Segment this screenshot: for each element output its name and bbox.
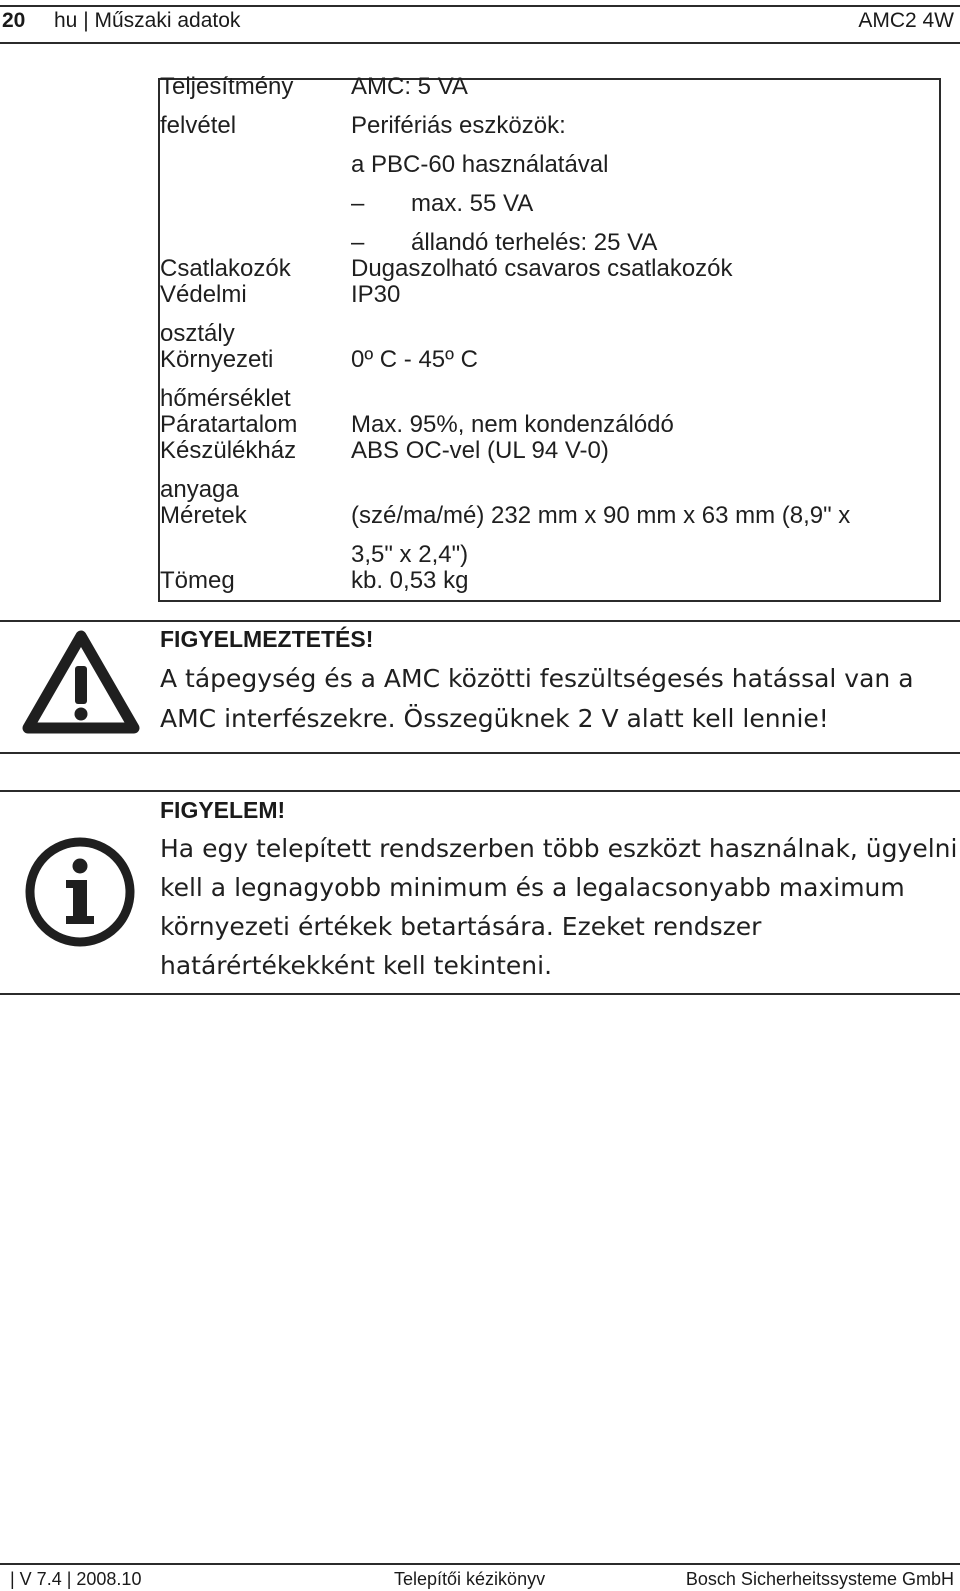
warning-triangle-icon xyxy=(20,628,142,736)
spec-value-connectors: Dugaszolható csavaros csatlakozók xyxy=(351,255,733,282)
spec-value-housing: ABS OC-vel (UL 94 V-0) xyxy=(351,437,609,464)
spec-label-protection-2: osztály xyxy=(160,320,235,347)
page-number: 20 xyxy=(2,9,26,32)
spec-value-power-constant: állandó terhelés: 25 VA xyxy=(411,229,658,256)
spec-value-power-1: AMC: 5 VA xyxy=(351,73,468,100)
spec-value-power-max: max. 55 VA xyxy=(411,190,534,217)
warning-top-rule xyxy=(0,620,960,622)
spec-label-dimensions: Méretek xyxy=(160,502,247,529)
spec-label-temperature-1: Környezeti xyxy=(160,346,274,373)
spec-value-protection: IP30 xyxy=(351,281,401,308)
product-name: AMC2 4W xyxy=(858,9,954,32)
spec-value-dimensions-1: (szé/ma/mé) 232 mm x 90 mm x 63 mm (8,9" x xyxy=(351,502,851,529)
notice-text-line-4: határértékekként kell tekinteni. xyxy=(160,951,553,980)
spec-bullet-dash-1: – xyxy=(351,190,365,217)
footer-manual-title: Telepítői kézikönyv xyxy=(394,1569,546,1589)
spec-label-humidity: Páratartalom xyxy=(160,411,298,438)
spec-label-housing-1: Készülékház xyxy=(160,437,297,464)
footer-version: | V 7.4 | 2008.10 xyxy=(10,1569,142,1589)
spec-label-connectors: Csatlakozók xyxy=(160,255,291,282)
warning-bottom-rule xyxy=(0,752,960,754)
spec-value-power-3: a PBC-60 használatával xyxy=(351,151,609,178)
section-title: hu | Műszaki adatok xyxy=(54,9,241,32)
spec-label-housing-2: anyaga xyxy=(160,476,239,503)
notice-text-line-3: környezeti értékek betartására. Ezeket rendszer xyxy=(160,912,762,941)
spec-value-humidity: Max. 95%, nem kondenzálódó xyxy=(351,411,674,438)
spec-value-temperature: 0º C - 45º C xyxy=(351,346,478,373)
spec-value-dimensions-2: 3,5" x 2,4") xyxy=(351,541,469,568)
warning-text-line-2: AMC interfészekre. Összegüknek 2 V alatt kell lennie! xyxy=(160,704,829,733)
notice-title: FIGYELEM! xyxy=(160,797,286,823)
header-bottom-rule xyxy=(0,42,960,44)
spec-label-weight: Tömeg xyxy=(160,567,235,594)
footer-rule xyxy=(0,1563,960,1565)
spec-value-weight: kb. 0,53 kg xyxy=(351,567,469,594)
spec-label-power-1: Teljesítmény xyxy=(160,73,294,100)
spec-label-protection-1: Védelmi xyxy=(160,281,247,308)
spec-bullet-dash-2: – xyxy=(351,229,365,256)
spec-value-power-2: Perifériás eszközök: xyxy=(351,112,566,139)
spec-label-temperature-2: hőmérséklet xyxy=(160,385,291,412)
notice-top-rule xyxy=(0,790,960,792)
info-circle-icon xyxy=(24,836,136,948)
spec-label-power-2: felvétel xyxy=(160,112,237,139)
footer-company: Bosch Sicherheitssysteme GmbH xyxy=(685,1569,954,1589)
notice-text-line-2: kell a legnagyobb minimum és a legalacsonyabb maximum xyxy=(160,873,905,902)
notice-bottom-rule xyxy=(0,993,960,995)
warning-title: FIGYELMEZTETÉS! xyxy=(160,626,374,652)
notice-text-line-1: Ha egy telepített rendszerben több eszközt használnak, ügyelni xyxy=(160,834,958,863)
warning-text-line-1: A tápegység és a AMC közötti feszültségesés hatással van a xyxy=(160,664,914,693)
